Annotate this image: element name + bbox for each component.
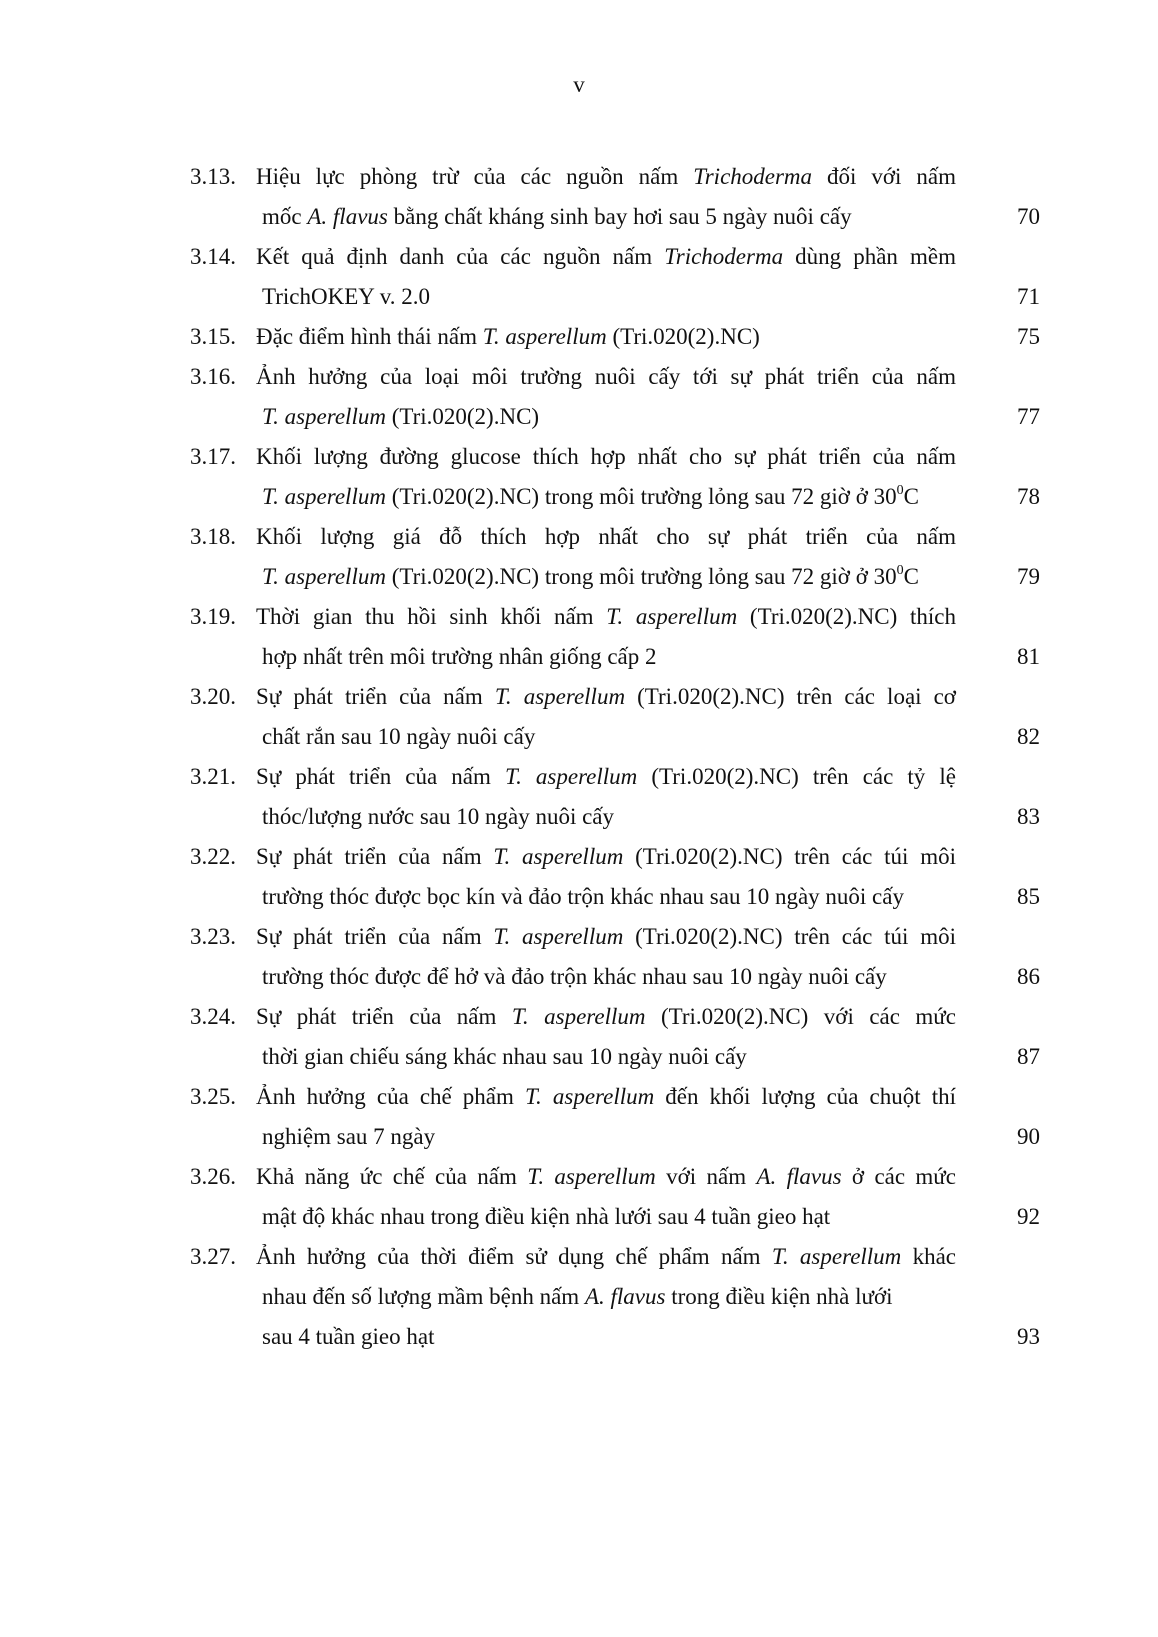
entry-title-line: Sự phát triển của nấm T. asperellum (Tri.020(2).NC) trên các loại cơ — [256, 684, 956, 709]
entry-title-line: Thời gian thu hồi sinh khối nấm T. asperellum (Tri.020(2).NC) thích — [256, 604, 956, 629]
toc-line — [0, 917, 1158, 957]
entry-page-number: 93 — [1017, 1324, 1040, 1349]
entry-title-line: sau 4 tuần gieo hạt — [262, 1324, 435, 1349]
entry-number: 3.23. — [190, 924, 236, 949]
page-number: v — [573, 72, 585, 97]
entry-number: 3.16. — [190, 364, 236, 389]
toc-entry-3-17 — [0, 437, 1158, 517]
toc-line — [0, 1277, 1158, 1317]
toc-entry-3-19 — [0, 597, 1158, 677]
toc-entry-3-18 — [0, 517, 1158, 597]
toc-line — [0, 237, 1158, 277]
toc-line — [0, 637, 1158, 677]
toc-entry-3-14 — [0, 237, 1158, 317]
entry-page-number: 90 — [1017, 1124, 1040, 1149]
toc-line — [0, 957, 1158, 997]
entry-page-number: 75 — [1017, 324, 1040, 349]
toc-line — [0, 1197, 1158, 1237]
entry-number: 3.17. — [190, 444, 236, 469]
entry-title-line: Kết quả định danh của các nguồn nấm Trichoderma dùng phần mềm — [256, 244, 956, 269]
toc-line — [0, 997, 1158, 1037]
entry-title-line: Ảnh hưởng của loại môi trường nuôi cấy tới sự phát triển của nấm — [256, 364, 956, 389]
entry-title-line: Sự phát triển của nấm T. asperellum (Tri.020(2).NC) trên các túi môi — [256, 844, 956, 869]
toc-line — [0, 1037, 1158, 1077]
entry-number: 3.20. — [190, 684, 236, 709]
entry-title-line: thóc/lượng nước sau 10 ngày nuôi cấy — [262, 804, 615, 829]
toc-line — [0, 1317, 1158, 1357]
toc-line — [0, 1237, 1158, 1277]
entry-title-line: nhau đến số lượng mầm bệnh nấm A. flavus trong điều kiện nhà lưới — [262, 1284, 893, 1309]
toc-line — [0, 677, 1158, 717]
toc-entry-3-26 — [0, 1157, 1158, 1237]
entry-page-number: 92 — [1017, 1204, 1040, 1229]
entry-page-number: 71 — [1017, 284, 1040, 309]
toc-entry-3-21 — [0, 757, 1158, 837]
toc-line — [0, 757, 1158, 797]
toc-line — [0, 597, 1158, 637]
entry-title-line: nghiệm sau 7 ngày — [262, 1124, 436, 1149]
entry-title-line: thời gian chiếu sáng khác nhau sau 10 ngày nuôi cấy — [262, 1044, 747, 1069]
entry-title-line: T. asperellum (Tri.020(2).NC) — [262, 404, 540, 429]
entry-page-number: 79 — [1017, 564, 1040, 589]
toc-entry-3-15 — [0, 317, 1158, 357]
entry-title-line: Sự phát triển của nấm T. asperellum (Tri.020(2).NC) trên các túi môi — [256, 924, 956, 949]
toc-entry-3-13 — [0, 157, 1158, 237]
entry-title-line: Khối lượng đường glucose thích hợp nhất cho sự phát triển của nấm — [256, 444, 956, 469]
entry-number: 3.15. — [190, 324, 236, 349]
toc-line — [0, 1117, 1158, 1157]
toc-entry-3-25 — [0, 1077, 1158, 1157]
entry-number: 3.22. — [190, 844, 236, 869]
entry-number: 3.18. — [190, 524, 236, 549]
toc-line — [0, 557, 1158, 597]
toc-line — [0, 837, 1158, 877]
entry-number: 3.13. — [190, 164, 236, 189]
toc-line — [0, 357, 1158, 397]
entry-page-number: 81 — [1017, 644, 1040, 669]
entry-title-line: Đặc điểm hình thái nấm T. asperellum (Tri.020(2).NC) — [256, 324, 760, 349]
entry-title-line: Sự phát triển của nấm T. asperellum (Tri.020(2).NC) với các mức — [256, 1004, 956, 1029]
toc-line — [0, 797, 1158, 837]
entry-title-line: trường thóc được để hở và đảo trộn khác nhau sau 10 ngày nuôi cấy — [262, 964, 887, 989]
entry-page-number: 85 — [1017, 884, 1040, 909]
toc-line — [0, 277, 1158, 317]
entry-page-number: 83 — [1017, 804, 1040, 829]
entry-number: 3.27. — [190, 1244, 236, 1269]
entry-number: 3.21. — [190, 764, 236, 789]
entry-page-number: 78 — [1017, 484, 1040, 509]
toc-line — [0, 877, 1158, 917]
entry-title-line: TrichOKEY v. 2.0 — [262, 284, 431, 309]
entry-title-line: Ảnh hưởng của chế phẩm T. asperellum đến khối lượng của chuột thí — [256, 1084, 956, 1109]
toc-line — [0, 1077, 1158, 1117]
entry-title-line: chất rắn sau 10 ngày nuôi cấy — [262, 724, 536, 749]
entry-title-line: Khối lượng giá đỗ thích hợp nhất cho sự phát triển của nấm — [256, 524, 956, 549]
entry-title-line: Sự phát triển của nấm T. asperellum (Tri.020(2).NC) trên các tỷ lệ — [256, 764, 956, 789]
entry-number: 3.25. — [190, 1084, 236, 1109]
toc-line — [0, 517, 1158, 557]
toc-entry-3-22 — [0, 837, 1158, 917]
toc-entry-3-27 — [0, 1237, 1158, 1357]
toc-line — [0, 157, 1158, 197]
entry-title-line: Khả năng ức chế của nấm T. asperellum với nấm A. flavus ở các mức — [256, 1164, 956, 1189]
entry-title-line: Ảnh hưởng của thời điểm sử dụng chế phẩm nấm T. asperellum khác — [256, 1244, 956, 1269]
entry-title-line: Hiệu lực phòng trừ của các nguồn nấm Trichoderma đối với nấm — [256, 164, 956, 189]
toc-line — [0, 477, 1158, 517]
entry-number: 3.24. — [190, 1004, 236, 1029]
entry-title-line: T. asperellum (Tri.020(2).NC) trong môi trường lỏng sau 72 giờ ở $30^0C$ — [262, 563, 919, 589]
entry-page-number: 86 — [1017, 964, 1040, 989]
entry-title-line: mốc A. flavus bằng chất kháng sinh bay hơi sau 5 ngày nuôi cấy — [262, 204, 852, 229]
toc-entry-3-23 — [0, 917, 1158, 997]
entry-title-line: trường thóc được bọc kín và đảo trộn khác nhau sau 10 ngày nuôi cấy — [262, 884, 904, 909]
table-list — [0, 157, 1158, 1357]
entry-title-line: hợp nhất trên môi trường nhân giống cấp 2 — [262, 644, 657, 669]
entry-number: 3.14. — [190, 244, 236, 269]
toc-line — [0, 717, 1158, 757]
toc-line — [0, 197, 1158, 237]
toc-entry-3-20 — [0, 677, 1158, 757]
toc-line — [0, 1157, 1158, 1197]
entry-page-number: 87 — [1017, 1044, 1040, 1069]
toc-line — [0, 437, 1158, 477]
entry-page-number: 77 — [1017, 404, 1040, 429]
toc-entry-3-24 — [0, 997, 1158, 1077]
entry-number: 3.26. — [190, 1164, 236, 1189]
entry-page-number: 82 — [1017, 724, 1040, 749]
entry-page-number: 70 — [1017, 204, 1040, 229]
toc-line — [0, 397, 1158, 437]
toc-entry-3-16 — [0, 357, 1158, 437]
toc-line — [0, 317, 1158, 357]
entry-title-line: mật độ khác nhau trong điều kiện nhà lưới sau 4 tuần gieo hạt — [262, 1204, 831, 1229]
entry-number: 3.19. — [190, 604, 236, 629]
entry-title-line: T. asperellum (Tri.020(2).NC) trong môi trường lỏng sau 72 giờ ở $30^0C$ — [262, 483, 919, 509]
